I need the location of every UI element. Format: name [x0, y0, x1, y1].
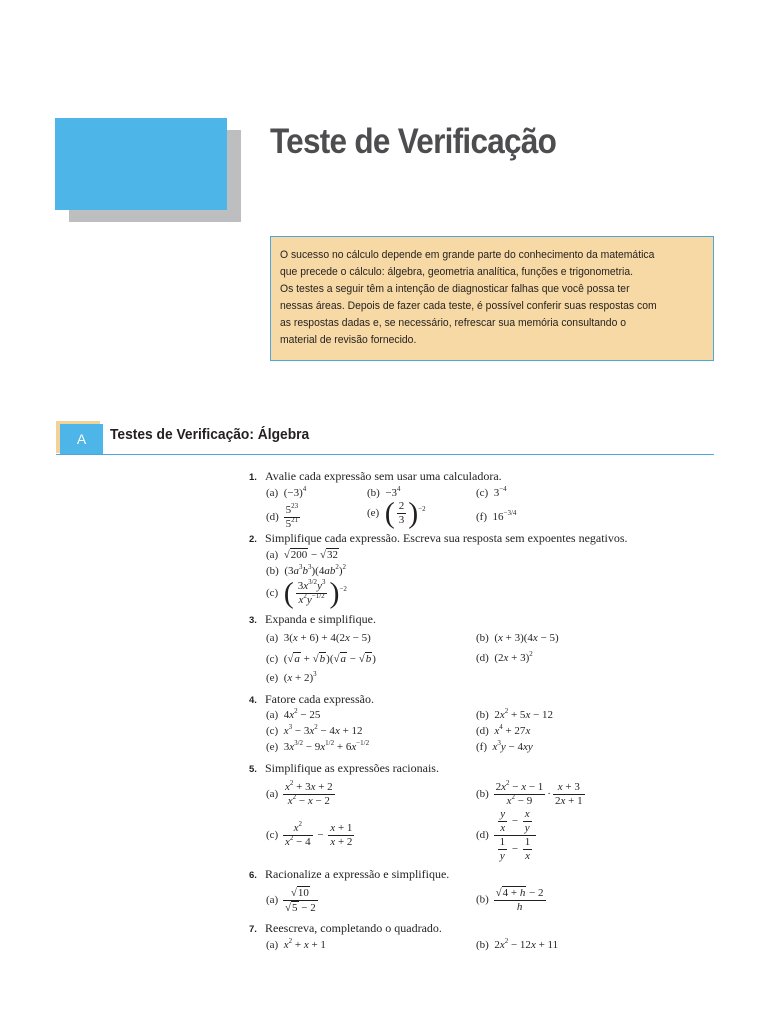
exercise-item: (a) $x^2 + x + 1$ [266, 937, 326, 951]
exercise-item: (e) ( $\frac{2}{3}$ )$^{-2}$ [367, 496, 426, 530]
exercise-item: (c) $\frac{x^2}{x^2 - 4}$ − $\frac{x + 1}{x + 2}$ [266, 820, 353, 848]
exercise-item: (e) $(x + 2)^3$ [266, 670, 317, 684]
question-7 [249, 921, 442, 936]
intro-line: as respostas dadas e, se necessário, refrescar sua memória consultando o [280, 317, 627, 329]
exercise-item: (a) $4x^2 - 25$ [266, 707, 321, 721]
exercise-item: (b) (x + 3)(4x − 5) [476, 632, 559, 644]
question-6 [249, 867, 449, 882]
question-2 [249, 531, 628, 546]
intro-line: nessas áreas. Depois de fazer cada teste, é possível conferir suas respostas com [280, 300, 657, 312]
question-number: 2. [249, 534, 257, 545]
intro-line: O sucesso no cálculo depende em grande parte do conhecimento da matemática [280, 249, 655, 261]
intro-box [270, 236, 714, 361]
exercise-item: (c) $3^{-4}$ [476, 485, 507, 499]
exercise-item: (b) $(3a^3b^3)(4ab^2)^2$ [266, 563, 346, 577]
question-number: 5. [249, 764, 257, 775]
section-title: Testes de Verificação: Álgebra [110, 426, 310, 443]
exercise-item: (a) $\frac{√10}{√5 - 2}$ [266, 887, 316, 914]
exercise-item: (a) $(-3)^4$ [266, 485, 307, 499]
question-4 [249, 692, 374, 707]
exercise-item: (c) $x^3 - 3x^2 - 4x + 12$ [266, 723, 363, 737]
intro-line: que precede o cálculo: álgebra, geometria analítica, funções e trigonometria. [280, 266, 634, 278]
exercise-item: (d) $\frac{y}{x}$ − $\frac{x}{y}$ $\frac{1}{y}$ − $\frac{1}{x}$ [476, 808, 538, 863]
question-1 [249, 469, 502, 484]
question-text: Simplifique as expressões racionais. [265, 761, 439, 775]
question-number: 4. [249, 695, 257, 706]
exercise-item: (f) $x^3y - 4xy$ [476, 739, 533, 753]
question-number: 7. [249, 924, 257, 935]
exercise-item: (d) $x^4 + 27x$ [476, 723, 531, 737]
exercise-item: (b) $2x^2 - 12x + 11$ [476, 937, 559, 951]
question-text: Racionalize a expressão e simplifique. [265, 867, 450, 881]
exercise-item: (b) $\frac{2x^2 - x - 1}{x^2 - 9}$ · $\frac{x + 3}{2x + 1}$ [476, 779, 583, 807]
exercise-item: (c) (√a + √b)(√a − √b) [266, 653, 376, 665]
intro-line: material de revisão fornecido. [280, 334, 417, 346]
question-number: 6. [249, 870, 257, 881]
exercise-item: (a) 3(x + 6) + 4(2x − 5) [266, 632, 371, 644]
question-5 [249, 761, 439, 776]
exercise-item: (b) $2x^2 + 5x - 12$ [476, 707, 554, 721]
exercise-item: (b) $\frac{√4 + h - 2}{h}$ [476, 887, 544, 913]
section-divider [56, 454, 714, 455]
exercise-item: (f) $16^{-3/4}$ [476, 509, 517, 523]
intro-line: Os testes a seguir têm a intenção de diagnosticar falhas que você possa ter [280, 283, 630, 295]
question-text: Simplifique cada expressão. Escreva sua resposta sem expoentes negativos. [265, 531, 628, 545]
question-text: Expanda e simplifique. [265, 612, 376, 626]
exercise-item: (a) √200 − √32 [266, 549, 339, 561]
exercise-item: (d) $\frac{5^{23}}{5^{21}}$ [266, 502, 299, 530]
exercise-item: (c) ( $\frac{3x^{3/2}y^3}{x^2y^{-1/2}}$ )$^{-2}$ [266, 576, 347, 610]
exercise-item: (a) $\frac{x^2 + 3x + 2}{x^2 - x - 2}$ [266, 779, 333, 807]
exercise-item: (d) $(2x + 3)^2$ [476, 650, 533, 664]
title-decoration-block [55, 118, 227, 210]
exercise-item: (e) $3x^{3/2} - 9x^{1/2} + 6x^{-1/2}$ [266, 739, 370, 753]
section-badge: A [60, 424, 103, 454]
question-text: Reescreva, completando o quadrado. [265, 921, 442, 935]
question-text: Fatore cada expressão. [265, 692, 374, 706]
page-title: Teste de Verificação [270, 122, 557, 161]
question-number: 3. [249, 615, 257, 626]
question-number: 1. [249, 472, 257, 483]
exercise-item: $(b) -3^4$ [367, 485, 401, 499]
question-text: Avalie cada expressão sem usar uma calculadora. [265, 469, 502, 483]
question-3 [249, 612, 376, 627]
